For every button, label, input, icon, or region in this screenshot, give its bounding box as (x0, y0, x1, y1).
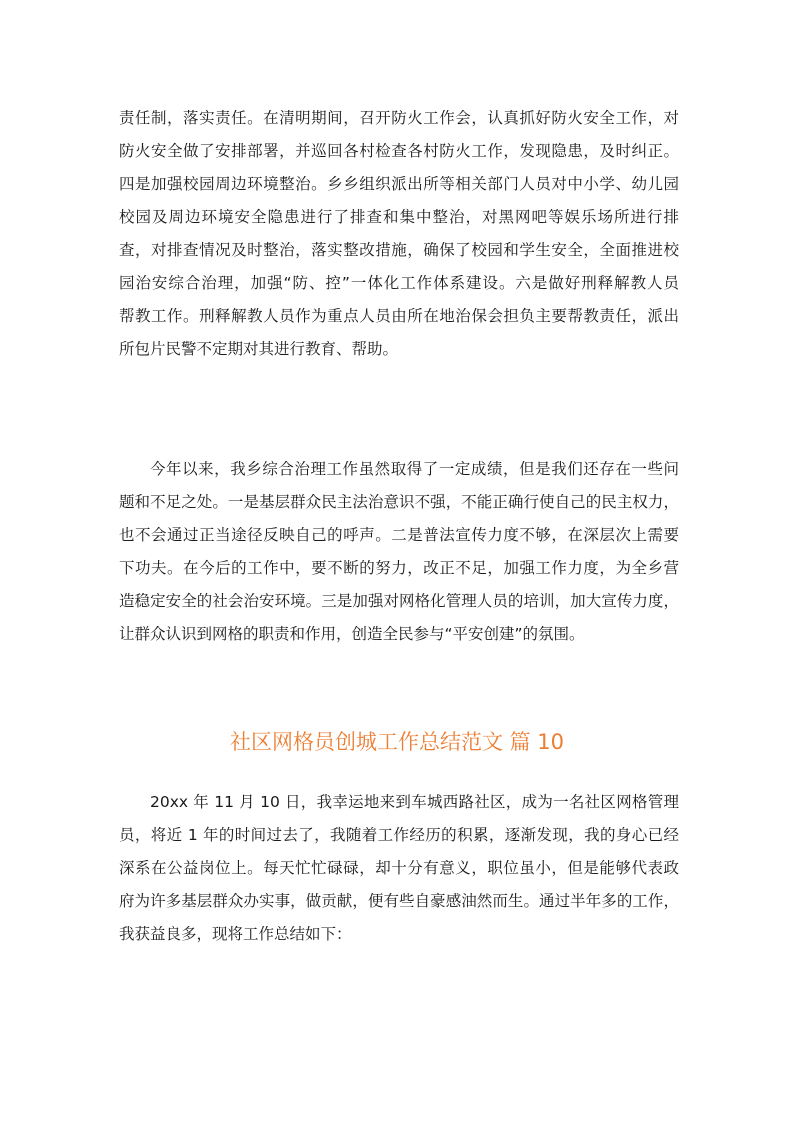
section-heading: 社区网格员创城工作总结范文 篇 10 (229, 730, 565, 754)
text-line: 题和不足之处。一是基层群众民主法治意识不强，不能正确行使自己的民主权力， (119, 493, 679, 511)
text-line: 府为许多基层群众办实事，做贡献，便有些自豪感油然而生。通过半年多的工作， (119, 892, 679, 910)
text-line: 防火安全做了安排部署，并巡回各村检查各村防火工作，发现隐患，及时纠正。 (119, 142, 679, 160)
text-line: 让群众认识到网格的职责和作用，创造全民参与“平安创建”的氛围。 (119, 625, 585, 643)
text-line: 下功夫。在今后的工作中，要不断的努力，改正不足，加强工作力度，为全乡营 (119, 559, 679, 577)
text-line: 所包片民警不定期对其进行教育、帮助。 (119, 340, 399, 358)
text-line: 责任制，落实责任。在清明期间，召开防火工作会，认真抓好防火安全工作，对 (119, 109, 679, 127)
paragraph-1 (119, 102, 679, 366)
text-line: 帮教工作。刑释解教人员作为重点人员由所在地治保会担负主要帮教责任，派出 (119, 307, 679, 325)
text-line: 查，对排查情况及时整治，落实整改措施，确保了校园和学生安全，全面推进校 (119, 241, 679, 259)
text-line: 今年以来，我乡综合治理工作虽然取得了一定成绩，但是我们还存在一些问 (150, 460, 679, 478)
text-line: 园治安综合治理，加强“防、控”一体化工作体系建设。六是做好刑释解教人员 (119, 274, 679, 292)
text-line: 四是加强校园周边环境整治。乡乡组织派出所等相关部门人员对中小学、幼儿园 (119, 175, 679, 193)
text-line: 我获益良多，现将工作总结如下： (119, 925, 352, 943)
text-line: 员，将近 1 年的时间过去了，我随着工作经历的积累，逐渐发现，我的身心已经 (119, 826, 679, 844)
text-line: 深系在公益岗位上。每天忙忙碌碌，却十分有意义，职位虽小，但是能够代表政 (119, 859, 679, 877)
text-line: 也不会通过正当途径反映自己的呼声。二是普法宣传力度不够，在深层次上需要 (119, 526, 679, 544)
text-line: 校园及周边环境安全隐患进行了排查和集中整治，对黑网吧等娱乐场所进行排 (119, 208, 679, 226)
text-line: 20xx 年 11 月 10 日，我幸运地来到车城西路社区，成为一名社区网格管理 (150, 793, 679, 811)
paragraph-2 (119, 453, 679, 651)
text-line: 造稳定安全的社会治安环境。三是加强对网格化管理人员的培训，加大宣传力度， (119, 592, 679, 610)
paragraph-3 (119, 786, 679, 951)
